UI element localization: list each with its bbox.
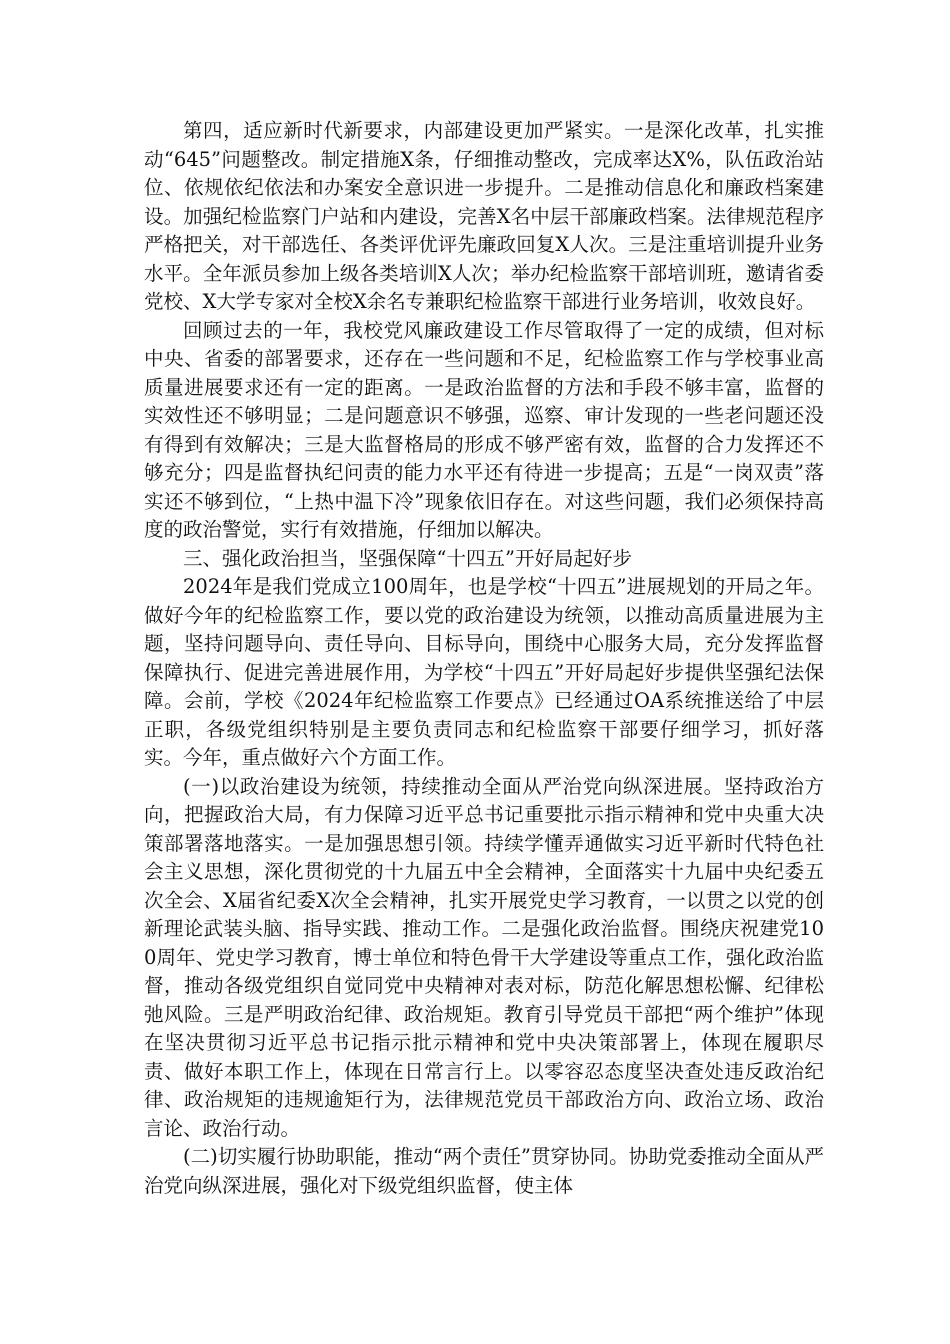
section-heading-three: 三、强化政治担当，坚强保障“十四五”开好局起好步 xyxy=(183,546,632,570)
document-body xyxy=(144,117,824,1200)
paragraph-review: 回顾过去的一年，我校党风廉政建设工作尽管取得了一定的成绩，但对标中央、省委的部署要求，还存在一些问题和不足，纪检监察工作与学校事业高质量进展要求还有一定的距离。一是政治监督的方法和手段不够丰富，监督的实效性还不够明显；二是问题意识不够强，巡察、审计发现的一些老问题还没有得到有效解决；三是大监督格局的形成不够严密有效，监督的合力发挥还不够充分；四是监督执纪问责的能力水平还有待进一步提高；五是“一岗双责”落实还不够到位，“上热中温下冷”现象依旧存在。对这些问题，我们必须保持高度的政治警觉，实行有效措施，仔细加以解决。 xyxy=(144,318,824,541)
paragraph-item-two: (二)切实履行协助职能，推动“两个责任”贯穿协同。协助党委推动全面从严治党向纵深进展，强化对下级党组织监督，使主体 xyxy=(144,1145,824,1197)
paragraph-internal-construction: 第四，适应新时代新要求，内部建设更加严紧实。一是深化改革，扎实推动“645”问题整改。制定措施X条，仔细推动整改，完成率达X%，队伍政治站位、依规依纪依法和办案安全意识进一步提升。二是推动信息化和廉政档案建设。加强纪检监察门户站和内建设，完善X名中层干部廉政档案。法律规范程序严格把关，对干部选任、各类评优评先廉政回复X人次。三是注重培训提升业务水平。全年派员参加上级各类培训X人次；举办纪检监察干部培训班，邀请省委党校、X大学专家对全校X余名专兼职纪检监察干部进行业务培训，收效良好。 xyxy=(144,119,824,313)
paragraph-item-one: (一)以政治建设为统领，持续推动全面从严治党向纵深进展。坚持政治方向，把握政治大局，有力保障习近平总书记重要批示指示精神和党中央重大决策部署落地落实。一是加强思想引领。持续学懂弄通做实习近平新时代特色社会主义思想，深化贯彻党的十九届五中全会精神，全面落实十九届中央纪委五次全会、X届省纪委X次全会精神，扎实开展党史学习教育，一以贯之以党的创新理论武装头脑、指导实践、推动工作。二是强化政治监督。围绕庆祝建党100周年、党史学习教育，博士单位和特色骨干大学建设等重点工作，强化政治监督，推动各级党组织自觉同党中央精神对表对标，防范化解思想松懈、纪律松弛风险。三是严明政治纪律、政治规矩。教育引导党员干部把“两个维护”体现在坚决贯彻习近平总书记指示批示精神和党中央决策部署上，体现在履职尽责、做好本职工作上，体现在日常言行上。以零容忍态度坚决查处违反政治纪律、政治规矩的违规逾矩行为，法律规范党员干部政治方向、政治立场、政治言论、政治行动。 xyxy=(144,774,824,1140)
paragraph-2024-overview: 2024年是我们党成立100周年，也是学校“十四五”进展规划的开局之年。做好今年的纪检监察工作，要以党的政治建设为统领，以推动高质量进展为主题，坚持问题导向、责任导向、目标导向，围绕中心服务大局，充分发挥监督保障执行、促进完善进展作用，为学校“十四五”开好局起好步提供坚强纪法保障。会前，学校《2024年纪检监察工作要点》已经通过OA系统推送给了中层正职，各级党组织特别是主要负责同志和纪检监察干部要仔细学习，抓好落实。今年，重点做好六个方面工作。 xyxy=(144,575,824,769)
